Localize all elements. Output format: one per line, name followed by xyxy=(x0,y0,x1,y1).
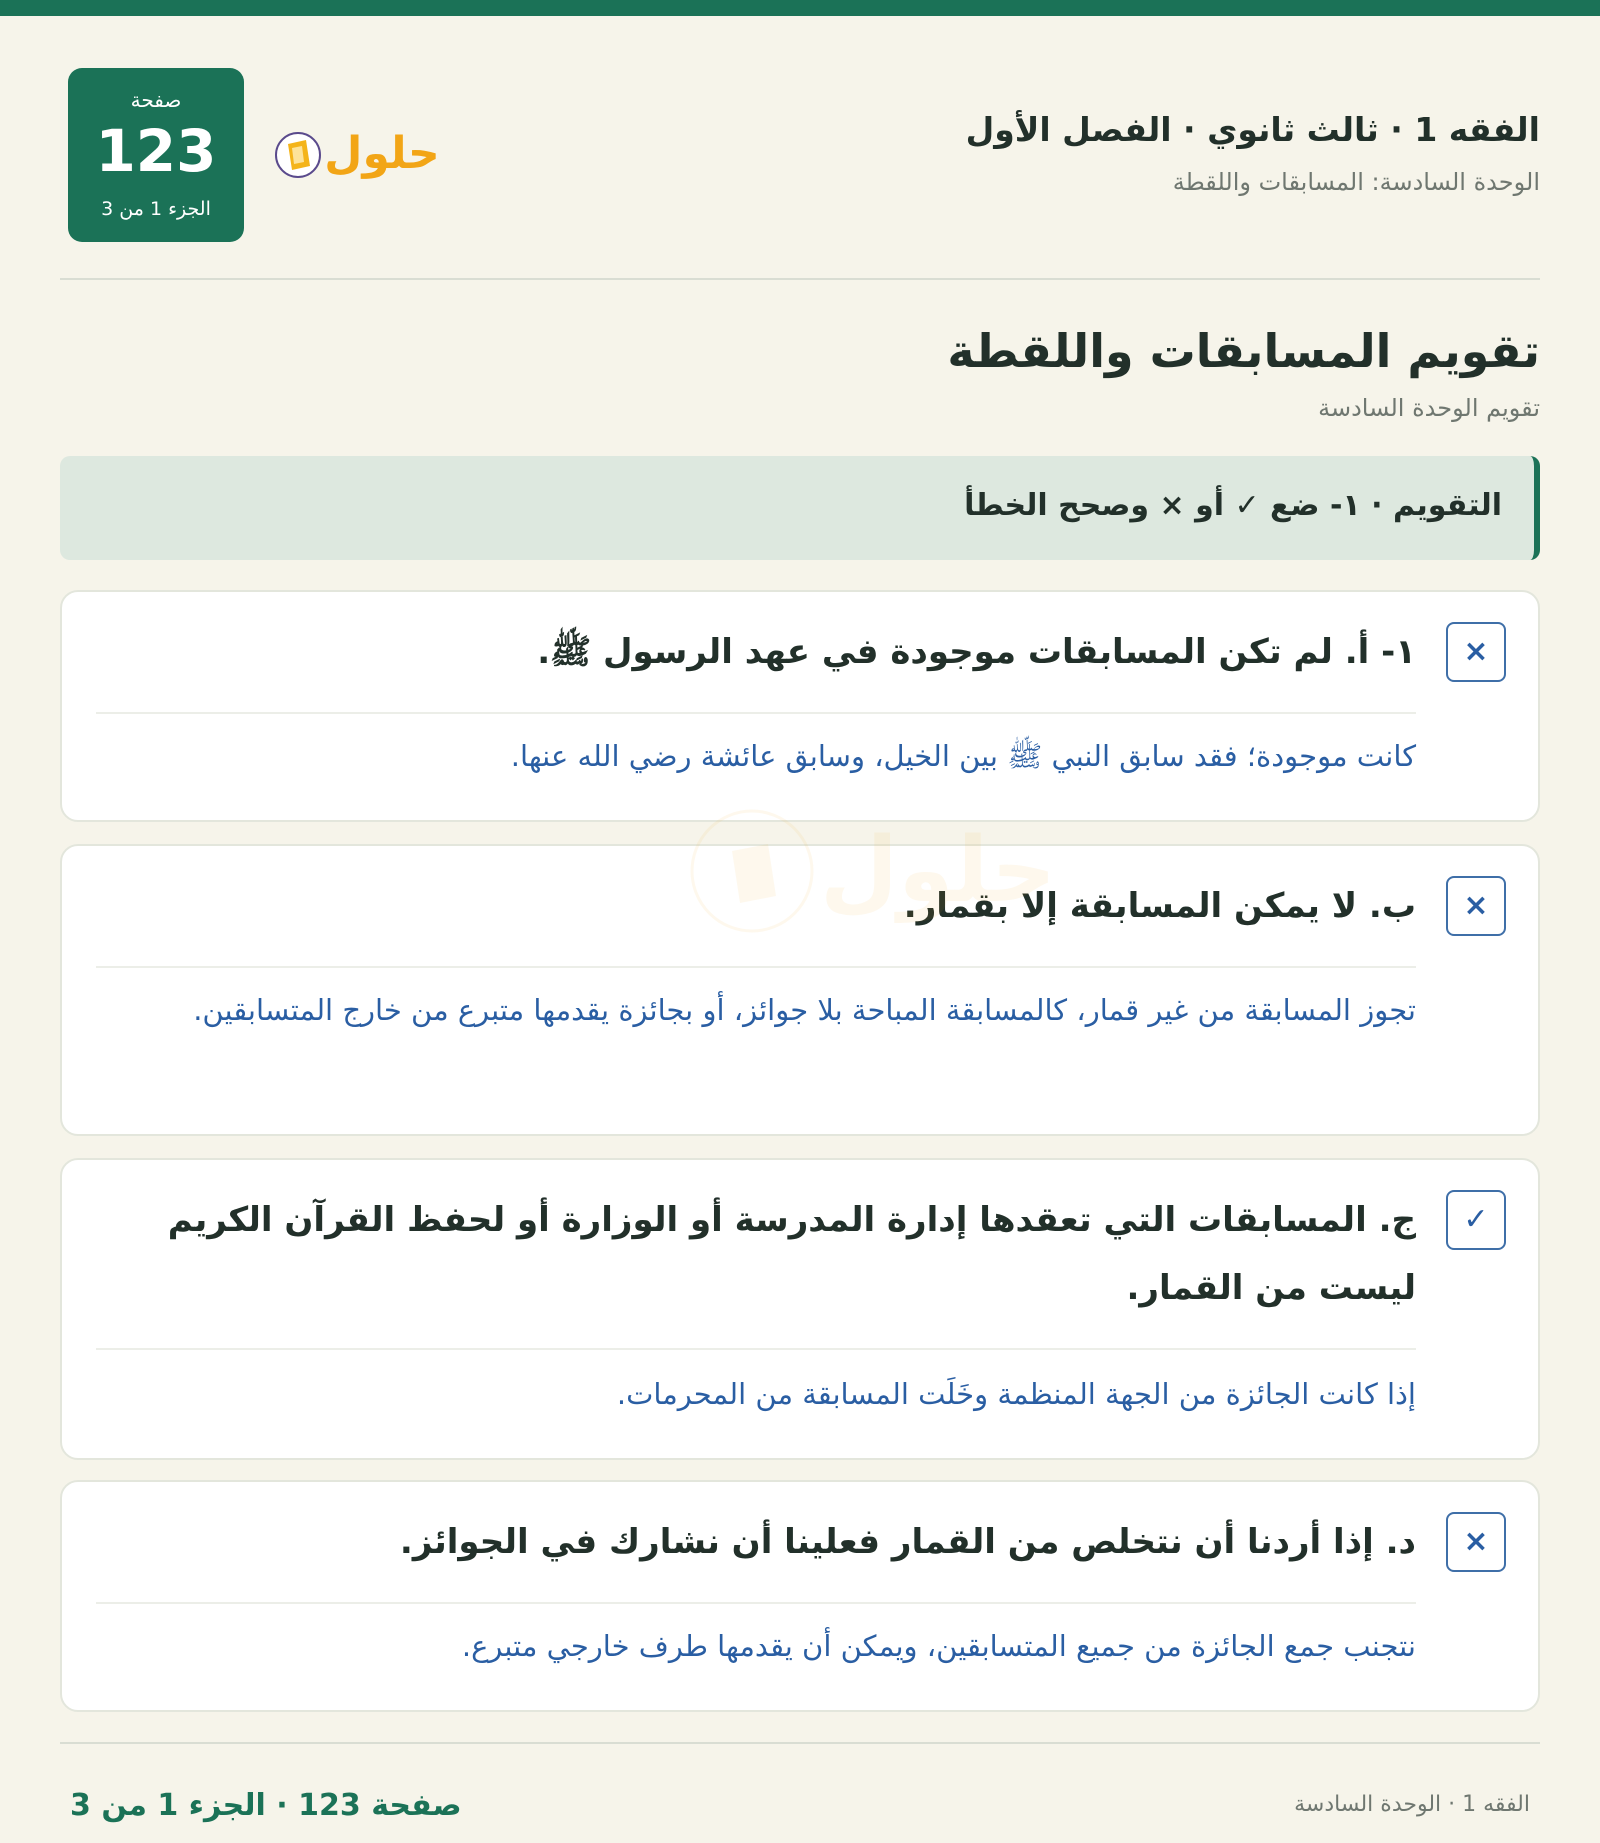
page-header xyxy=(60,16,1540,280)
page-footer xyxy=(60,1742,1540,1843)
question-text: ١- أ. لم تكن المسابقات موجودة في عهد الرسول ﷺ. xyxy=(537,632,1416,672)
book-title: الفقه 1 · ثالث ثانوي · الفصل الأول xyxy=(965,110,1540,149)
cross-mark-icon: × xyxy=(1446,622,1506,682)
question-card xyxy=(60,1480,1540,1712)
divider xyxy=(96,1602,1416,1604)
answer-text: إذا كانت الجائزة من الجهة المنظمة وخَلَت المسابقة من المحرمات. xyxy=(616,1377,1416,1411)
exercise-instruction: التقويم · ١- ضع ✓ أو × وصحح الخطأ xyxy=(964,488,1502,523)
hulul-logo xyxy=(272,120,442,190)
answer-text: تجوز المسابقة من غير قمار، كالمسابقة المباحة بلا جوائز، أو بجائزة يقدمها متبرع من خارج المتسابقين. xyxy=(193,993,1416,1027)
part-label: الجزء 1 من 3 xyxy=(101,198,211,220)
cross-mark-icon: × xyxy=(1446,1512,1506,1572)
page xyxy=(60,16,1540,1841)
footer-book-info: الفقه 1 · الوحدة السادسة xyxy=(1294,1792,1530,1817)
question-card xyxy=(60,590,1540,822)
page-number-badge xyxy=(68,68,244,242)
check-mark-icon: ✓ xyxy=(1446,1190,1506,1250)
question-card xyxy=(60,1158,1540,1460)
answer-text: نتجنب جمع الجائزة من جميع المتسابقين، ويمكن أن يقدمها طرف خارجي متبرع. xyxy=(461,1629,1416,1663)
top-accent-bar xyxy=(0,0,1600,16)
section-title: تقويم المسابقات واللقطة xyxy=(947,324,1540,378)
unit-subtitle: الوحدة السادسة: المسابقات واللقطة xyxy=(1172,168,1540,196)
divider xyxy=(96,712,1416,714)
page-label: صفحة xyxy=(130,88,182,112)
question-text: د. إذا أردنا أن نتخلص من القمار فعلينا أن نشارك في الجوائز. xyxy=(399,1522,1416,1562)
exercise-banner xyxy=(60,456,1540,560)
answer-text: كانت موجودة؛ فقد سابق النبي ﷺ بين الخيل، وسابق عائشة رضي الله عنها. xyxy=(510,739,1416,773)
page-number: 123 xyxy=(95,117,217,185)
divider xyxy=(96,966,1416,968)
footer-page-info: صفحة 123 · الجزء 1 من 3 xyxy=(70,1788,462,1823)
cross-mark-icon: × xyxy=(1446,876,1506,936)
logo-wordmark: حلول xyxy=(324,128,440,179)
question-text: ج. المسابقات التي تعقدها إدارة المدرسة أو الوزارة أو لحفظ القرآن الكريم ليست من القمار. xyxy=(167,1200,1416,1308)
watermark-wordmark: حلول xyxy=(819,818,1057,923)
section-subtitle: تقويم الوحدة السادسة xyxy=(1318,394,1540,422)
logo-watermark xyxy=(688,806,1088,936)
divider xyxy=(96,1348,1416,1350)
question-text: ب. لا يمكن المسابقة إلا بقمار. xyxy=(903,886,1416,926)
